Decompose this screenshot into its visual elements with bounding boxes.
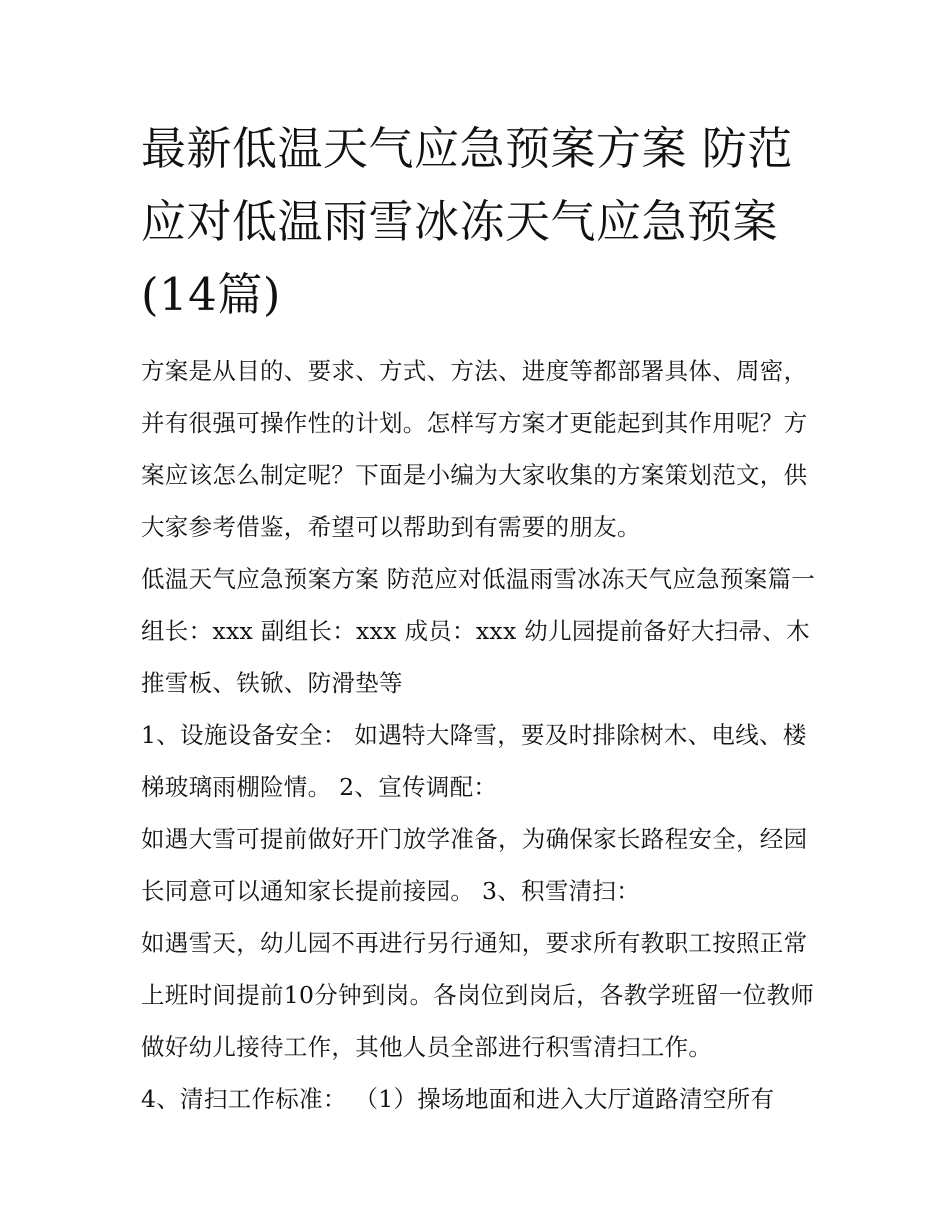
facility-safety-paragraph: 1、设施设备安全： 如遇特大降雪，要及时排除树木、电线、楼梯玻璃雨棚险情。 2、宣传调配： xyxy=(141,721,807,801)
plan-section-heading-paragraph: 低温天气应急预案方案 防范应对低温雨雪冰冻天气应急预案篇一 组长：xxx 副组长：xxx 成员：xxx 幼儿园提前备好大扫帚、木推雪板、铁锨、防滑垫等 xyxy=(141,565,816,697)
snow-clearing-paragraph: 如遇雪天，幼儿园不再进行另行通知，要求所有教职工按照正常上班时间提前10分钟到岗。各岗位到岗后，各教学班留一位教师做好幼儿接待工作，其他人员全部进行积雪清扫工作。 xyxy=(141,929,815,1061)
document-page xyxy=(141,112,821,1125)
cleaning-standard-paragraph: 4、清扫工作标准： （1）操场地面和进入大厅道路清空所有 xyxy=(141,1085,775,1113)
publicity-paragraph: 如遇大雪可提前做好开门放学准备，为确保家长路程安全，经园长同意可以通知家长提前接园。 3、积雪清扫： xyxy=(141,825,808,905)
intro-paragraph: 方案是从目的、要求、方式、方法、进度等都部署具体、周密，并有很强可操作性的计划。怎样写方案才更能起到其作用呢？方案应该怎么制定呢？下面是小编为大家收集的方案策划范文，供大家参考借鉴，希望可以帮助到有需要的朋友。 xyxy=(141,357,808,541)
document-title: 最新低温天气应急预案方案 防范应对低温雨雪冰冻天气应急预案(14篇) xyxy=(141,122,793,321)
